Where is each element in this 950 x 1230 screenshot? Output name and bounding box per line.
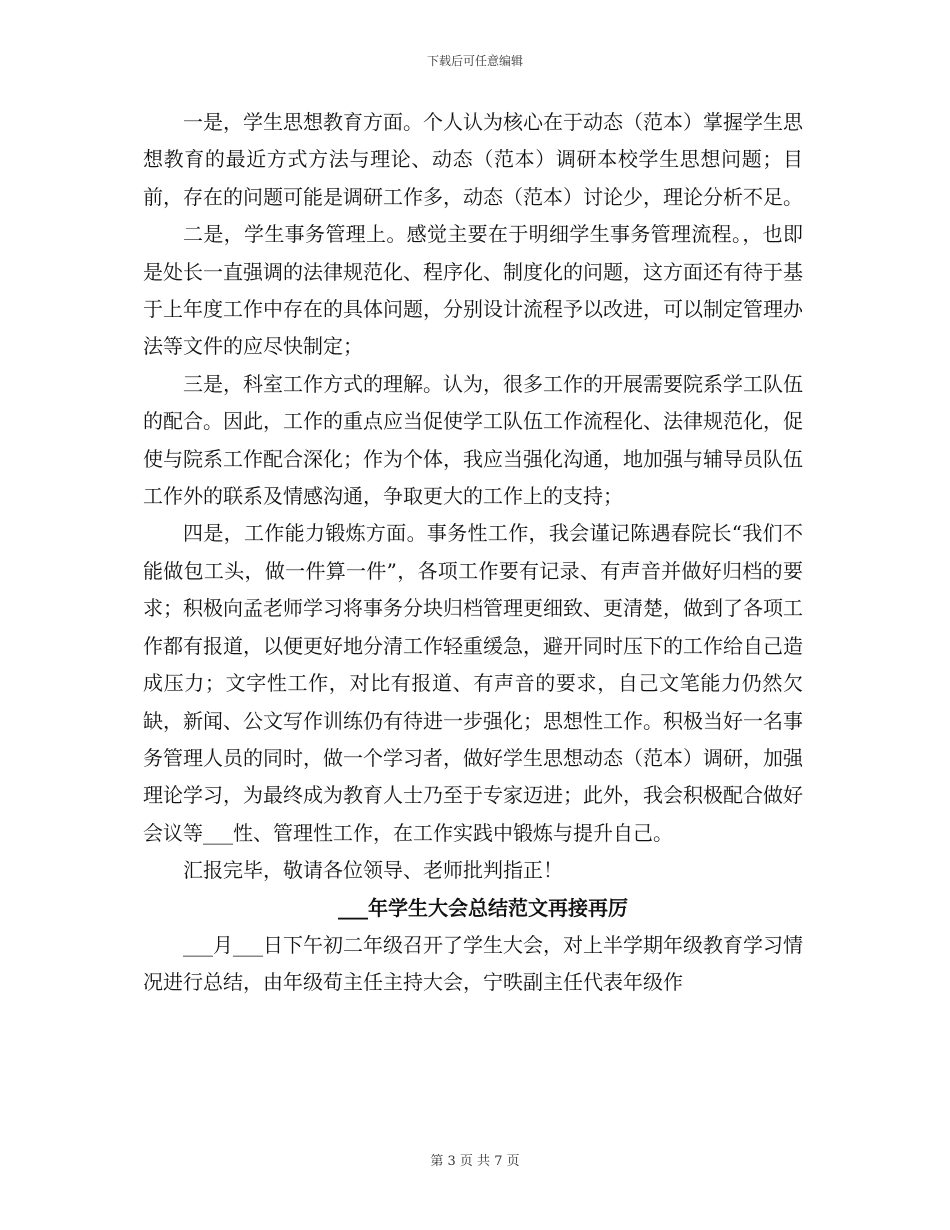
- page-footer: 第 3 页 共 7 页: [430, 1154, 520, 1169]
- paragraph-student-affairs-management: 二是，学生事务管理上。感觉主要在于明细学生事务管理流程。，也即是处长一直强调的法律规范化、程序化、制度化的问题，这方面还有待于基于上年度工作中存在的具体问题，分别设计流程予以改进，可以制定管理办法等文件的应尽快制定；: [143, 222, 803, 359]
- section-heading: ___年学生大会总结范文再接再厉: [338, 895, 628, 920]
- paragraph-student-thought-education: 一是，学生思想教育方面。个人认为核心在于动态（范本）掌握学生思想教育的最近方式方法与理论、动态（范本）调研本校学生思想问题；目前，存在的问题可能是调研工作多，动态（范本）讨论少，理论分析不足。: [143, 110, 803, 209]
- paragraph-work-ability-training: 四是，工作能力锻炼方面。事务性工作，我会谨记陈遇春院长“我们不能做包工头，做一件算一件”，各项工作要有记录、有声音并做好归档的要求；积极向孟老师学习将事务分块归档管理更细致、更清楚，做到了各项工作都有报道，以便更好地分清工作轻重缓急，避开同时压下的工作给自己造成压力；文字性工作，对比有报道、有声音的要求，自己文笔能力仍然欠缺，新闻、公文写作训练仍有待进一步强化；思想性工作。积极当好一名事务管理人员的同时，做一个学习者，做好学生思想动态（范本）调研，加强理论学习，为最终成为教育人士乃至于专家迈进；此外，我会积极配合做好会议等___性、管理性工作，在工作实践中锻炼与提升自己。: [143, 521, 803, 845]
- document-body: [143, 104, 803, 1002]
- paragraph-office-work-method: 三是，科室工作方式的理解。认为，很多工作的开展需要院系学工队伍的配合。因此，工作的重点应当促使学工队伍工作流程化、法律规范化，促使与院系工作配合深化；作为个体，我应当强化沟通，地加强与辅导员队伍工作外的联系及情感沟通，争取更大的工作上的支持；: [143, 371, 803, 509]
- paragraph-closing-remark: 汇报完毕，敬请各位领导、老师批判指正！: [183, 858, 563, 883]
- paragraph-meeting-summary: ___月___日下午初二年级召开了学生大会，对上半学期年级教育学习情况进行总结，由年级荀主任主持大会，宁昳副主任代表年级作: [143, 932, 803, 995]
- page-header: 下载后可任意编辑: [426, 54, 523, 68]
